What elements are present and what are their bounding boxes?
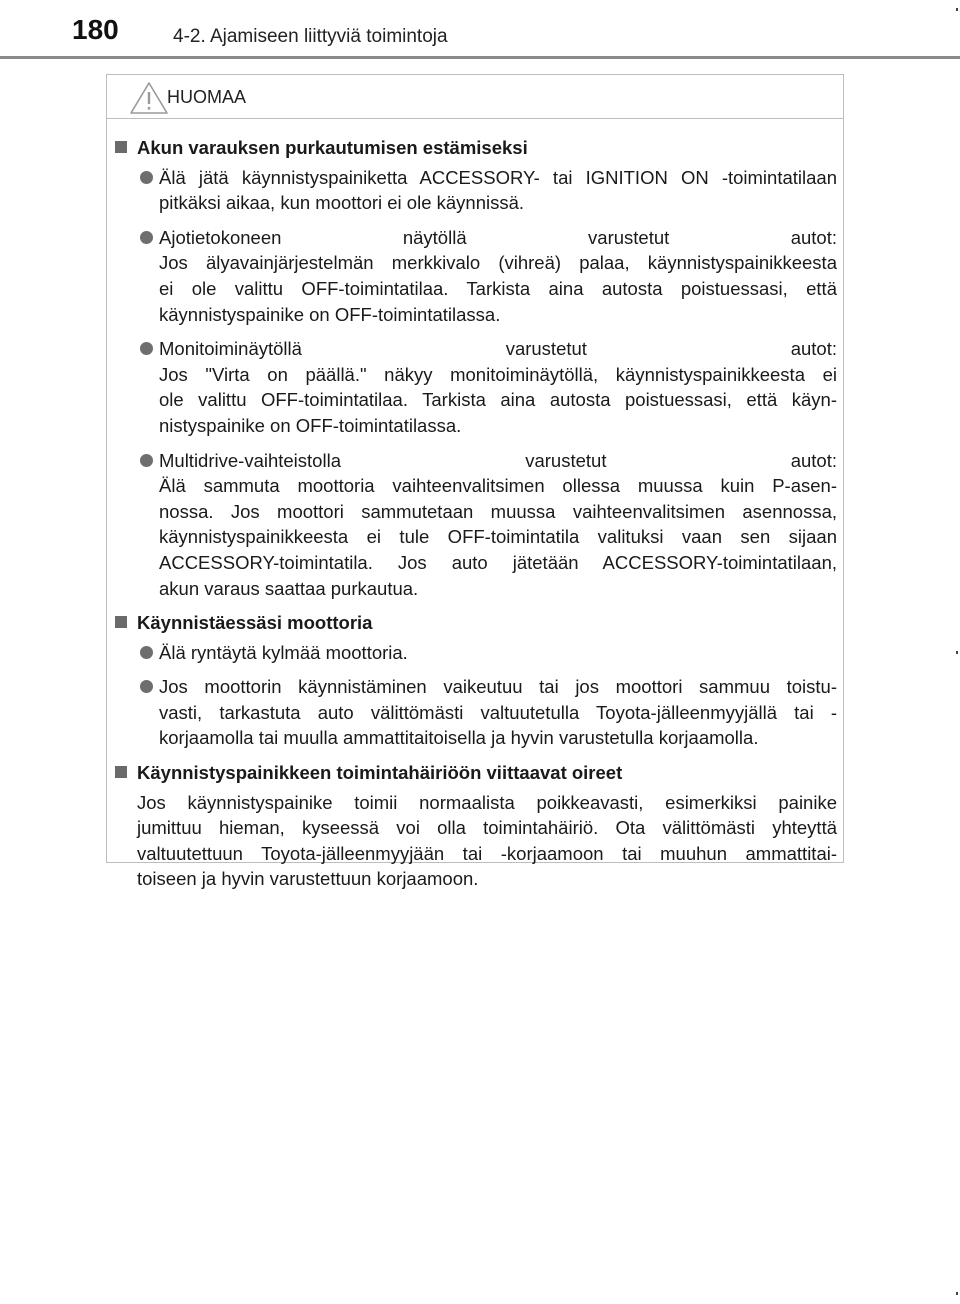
section-heading <box>113 135 837 161</box>
text-line: nossa. Jos moottori sammutetaan muussa vaihteenvalitsimen asennossa, <box>159 500 837 522</box>
text-line: ei ole valittu OFF-toimintatilaa. Tarkista aina autosta poistuessasi, että <box>159 277 837 299</box>
text-line: käynnistyspainikkeesta ei tule OFF-toimintatila valituksi vaan sen sijaan <box>159 526 837 548</box>
text-line: ACCESSORY-toimintatila. Jos auto jätetään ACCESSORY-toimintatilaan, <box>159 551 837 573</box>
text-line: Multidrive-vaihteistolla varustetut autot: <box>159 449 837 471</box>
text-line: toiseen ja hyvin varustettuun korjaamoon. <box>137 868 479 890</box>
edge-tick <box>956 1292 958 1295</box>
text-line: valtuutettuun Toyota-jälleenmyyjään tai -korjaamoon tai muuhun ammattitai- <box>137 842 837 864</box>
square-bullet-icon <box>115 616 127 628</box>
text-line: vasti, tarkastuta auto välittömästi valtuutetulla Toyota-jälleenmyyjällä tai - <box>159 701 837 723</box>
text-line: akun varaus saattaa purkautua. <box>159 577 419 599</box>
section-heading <box>113 610 837 636</box>
text-line: Jos moottorin käynnistäminen vaikeutuu tai jos moottori sammuu toistu- <box>159 676 837 698</box>
paragraph <box>113 790 837 892</box>
text-line: Ajotietokoneen näytöllä varustetut autot: <box>159 226 837 248</box>
text-line: Jos älyavainjärjestelmän merkkivalo (vihreä) palaa, käynnistyspainikkeesta <box>159 252 837 274</box>
bullet-item <box>113 336 837 438</box>
notice-box <box>106 74 844 890</box>
round-bullet-icon <box>140 342 153 355</box>
bullet-item <box>113 640 837 666</box>
text-line: ole valittu OFF-toimintatilaa. Tarkista aina autosta poistuessasi, että käyn- <box>159 389 837 411</box>
round-bullet-icon <box>140 231 153 244</box>
section-heading-text: Akun varauksen purkautumisen estämiseksi <box>137 137 528 158</box>
text-line: Jos käynnistyspainike toimii normaalista poikkeavasti, esimerkiksi painike <box>137 791 837 813</box>
section-title: 4-2. Ajamiseen liittyviä toimintoja <box>173 26 448 47</box>
round-bullet-icon <box>140 646 153 659</box>
section-heading-text: Käynnistyspainikkeen toimintahäiriöön viittaavat oireet <box>137 762 623 784</box>
text-line: Jos "Virta on päällä." näkyy monitoiminäytöllä, käynnistyspainikkeesta ei <box>159 363 837 385</box>
text-line: korjaamolla tai muulla ammattitaitoisella ja hyvin varustetulla korjaamolla. <box>159 727 759 749</box>
text-line: pitkäksi aikaa, kun moottori ei ole käynnissä. <box>159 192 525 214</box>
text-line: käynnistyspainike on OFF-toimintatilassa. <box>159 303 501 325</box>
text-line: jumittuu hieman, kyseessä voi olla toimintahäiriö. Ota välittömästi yhteyttä <box>137 817 837 839</box>
text-line: Monitoiminäytöllä varustetut autot: <box>159 338 837 360</box>
edge-tick <box>956 8 958 11</box>
notice-title: HUOMAA <box>167 87 247 107</box>
text-line: Älä ryntäytä kylmää moottoria. <box>159 641 408 663</box>
text-line: Älä sammuta moottoria vaihteenvalitsimen ollessa muussa kuin P-asen- <box>159 475 837 497</box>
text-line: nistyspainike on OFF-toimintatilassa. <box>159 414 462 436</box>
square-bullet-icon <box>115 766 127 778</box>
notice-body <box>107 129 843 898</box>
edge-tick <box>956 651 958 654</box>
page-number: 180 <box>72 14 119 45</box>
bullet-item <box>113 674 837 751</box>
header-rule <box>0 56 960 59</box>
section-heading <box>113 760 837 786</box>
bullet-item <box>113 165 837 216</box>
section-heading-text: Käynnistäessäsi moottoria <box>137 612 373 634</box>
round-bullet-icon <box>140 171 153 184</box>
notice-header <box>107 75 843 119</box>
warning-triangle-icon <box>129 81 169 115</box>
round-bullet-icon <box>140 680 153 693</box>
round-bullet-icon <box>140 454 153 467</box>
square-bullet-icon <box>115 141 127 153</box>
bullet-item <box>113 225 837 327</box>
bullet-item <box>113 448 837 602</box>
page-header <box>0 0 960 60</box>
text-line: Älä jätä käynnistyspainiketta ACCESSORY- tai IGNITION ON -toimintatilaan <box>159 166 837 188</box>
